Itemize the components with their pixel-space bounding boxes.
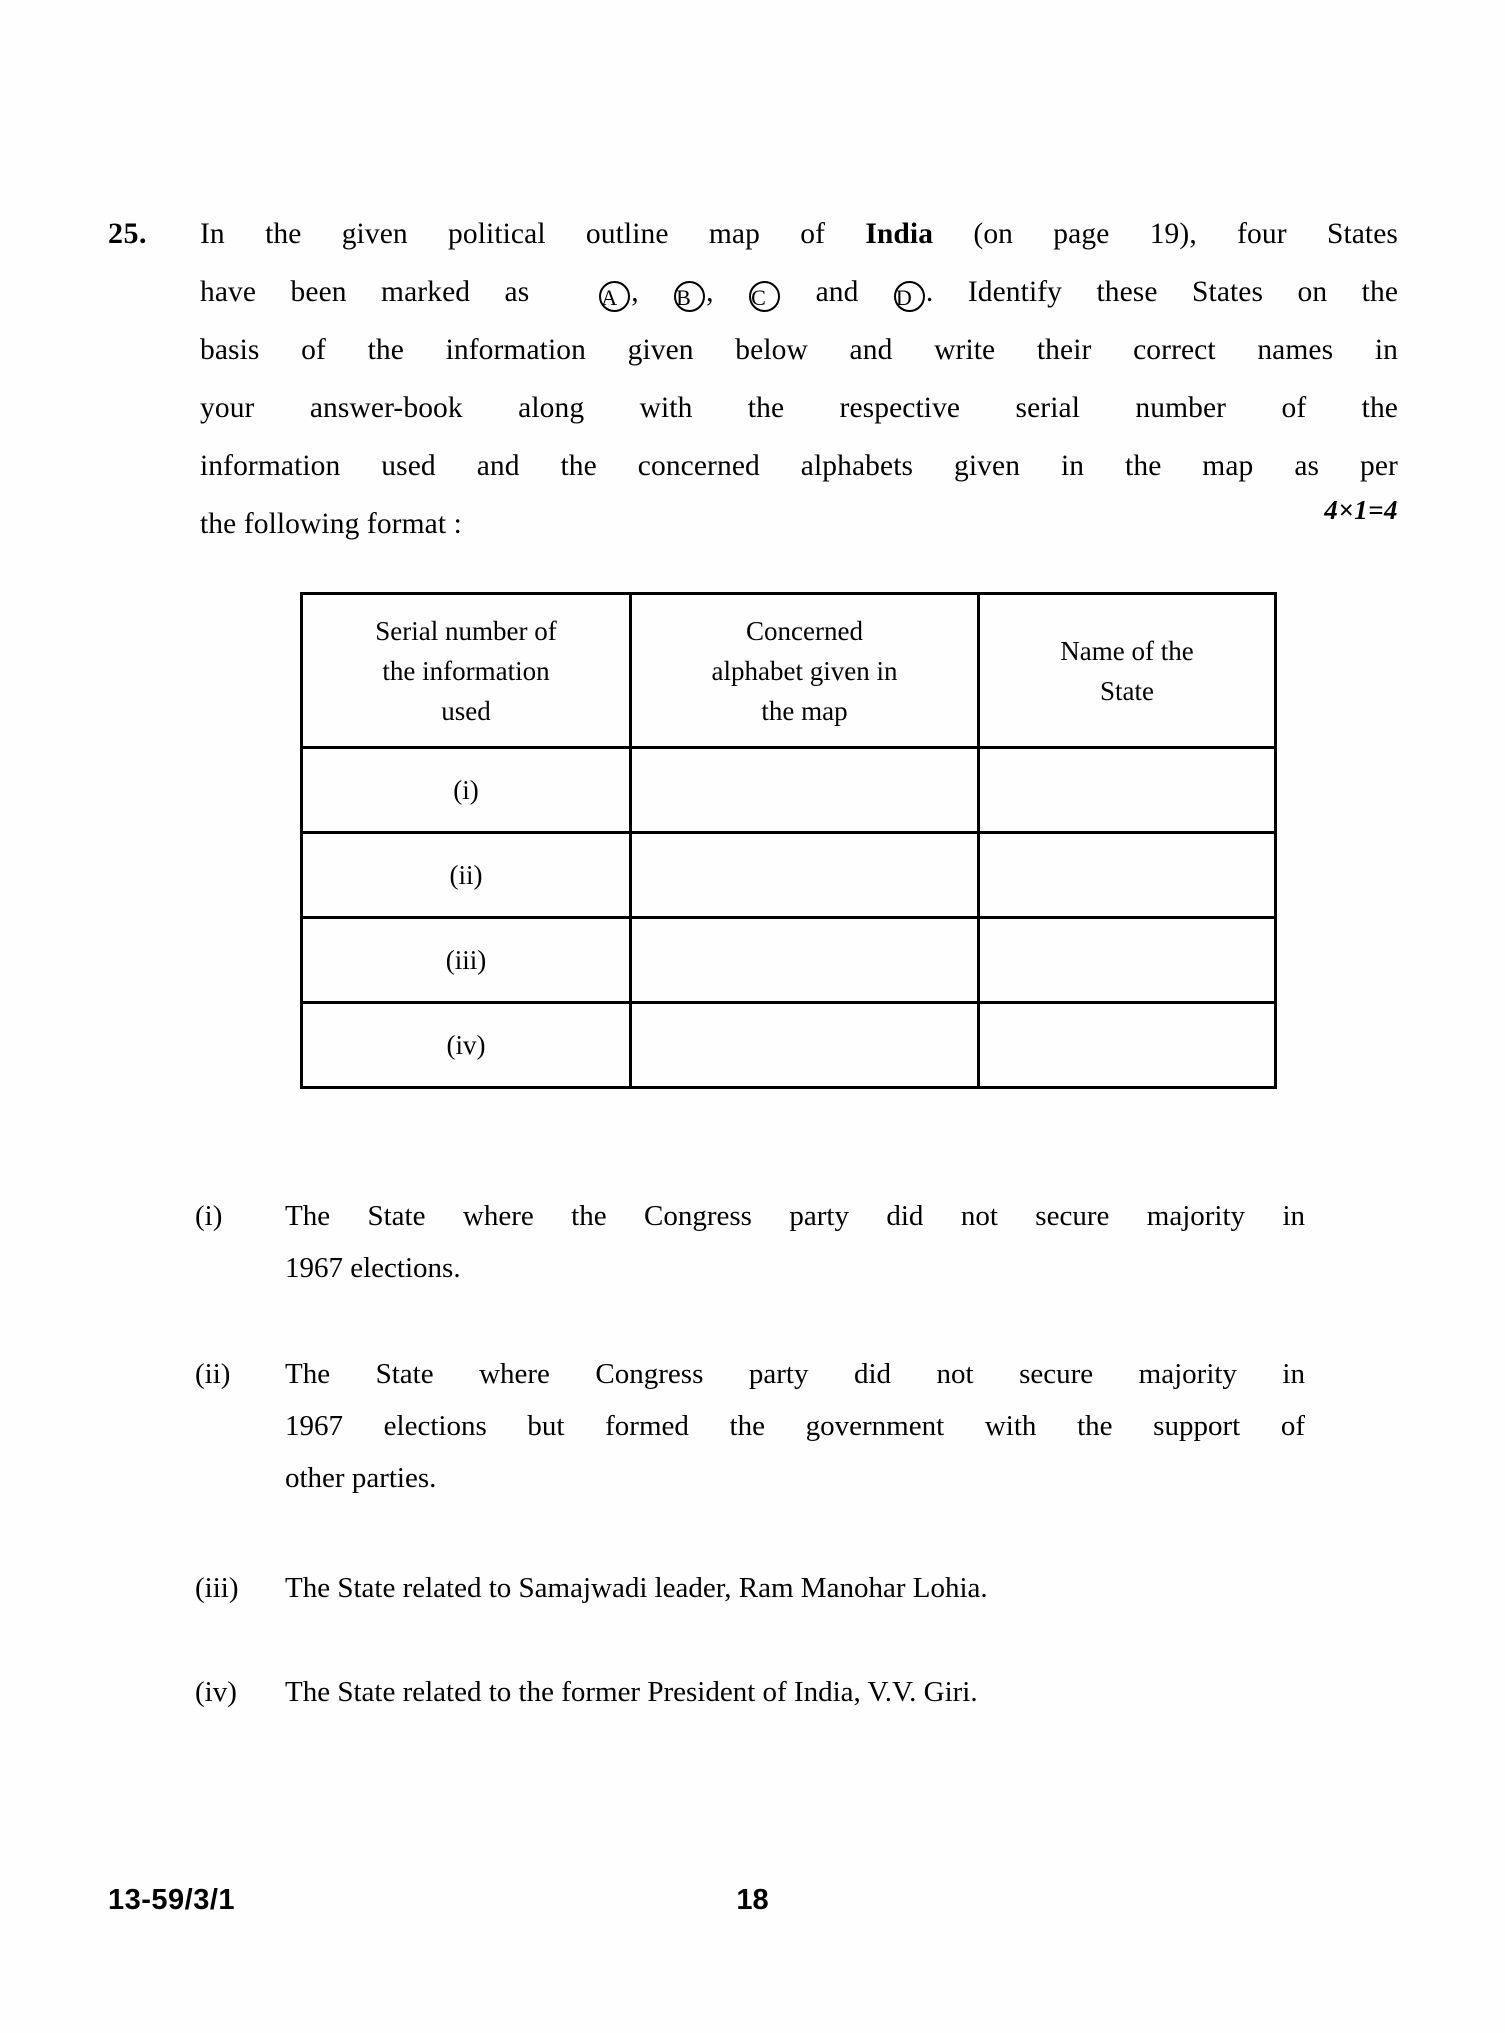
info-1-line-1: The State where the Congress party did not secure majority in bbox=[285, 1200, 1305, 1232]
column-header-state-line-2: State bbox=[1100, 675, 1154, 706]
list-item bbox=[195, 1190, 1305, 1294]
question-line-2-suffix: . Identify these States on the bbox=[925, 276, 1399, 308]
column-header-serial-number bbox=[302, 594, 631, 748]
question-line-1 bbox=[200, 205, 1398, 263]
cell-alphabet-1[interactable] bbox=[631, 748, 979, 833]
circled-letter-b-icon: B bbox=[674, 281, 705, 312]
question-line-1-bold-india: India bbox=[865, 218, 934, 250]
marks-allocation: 4×1=4 bbox=[1324, 495, 1398, 525]
question-number: 25. bbox=[108, 217, 147, 250]
info-2-line-2: 1967 elections but formed the government with the support of bbox=[285, 1410, 1305, 1442]
page-number: 18 bbox=[736, 1884, 769, 1916]
list-item bbox=[195, 1348, 1305, 1504]
question-line-5: information used and the concerned alphabets given in the map as per bbox=[200, 450, 1398, 482]
marker-separator-2: , bbox=[706, 276, 714, 308]
question-body bbox=[200, 205, 1398, 553]
column-header-alphabet-line-3: the map bbox=[761, 695, 848, 726]
cell-state-1[interactable] bbox=[979, 748, 1276, 833]
info-2-line-3: other parties. bbox=[285, 1462, 437, 1494]
column-header-serial-line-3: used bbox=[441, 695, 491, 726]
cell-alphabet-4[interactable] bbox=[631, 1003, 979, 1088]
list-item-marker-i: (i) bbox=[195, 1200, 223, 1232]
list-item-content-iii bbox=[285, 1562, 1305, 1614]
column-header-serial-line-2: the information bbox=[382, 655, 550, 686]
list-item-content-iv bbox=[285, 1666, 1305, 1718]
column-header-serial-line-1: Serial number of bbox=[375, 615, 557, 646]
cell-state-4[interactable] bbox=[979, 1003, 1276, 1088]
list-item-marker-iii: (iii) bbox=[195, 1572, 239, 1604]
list-item bbox=[195, 1666, 1305, 1718]
cell-alphabet-2[interactable] bbox=[631, 833, 979, 918]
table-row bbox=[302, 1003, 1276, 1088]
info-1-line-2: 1967 elections. bbox=[285, 1252, 461, 1284]
list-item-content-ii bbox=[285, 1348, 1305, 1504]
info-3-line-1: The State related to Samajwadi leader, Ram Manohar Lohia. bbox=[285, 1572, 988, 1604]
column-header-concerned-alphabet bbox=[631, 594, 979, 748]
table-row bbox=[302, 748, 1276, 833]
cell-serial-4: (iv) bbox=[302, 1003, 631, 1088]
table-header-row bbox=[302, 594, 1276, 748]
question-line-6: the following format : bbox=[200, 508, 462, 540]
cell-state-3[interactable] bbox=[979, 918, 1276, 1003]
question-line-2 bbox=[200, 263, 1398, 321]
paper-code: 13-59/3/1 bbox=[108, 1884, 236, 1916]
cell-state-2[interactable] bbox=[979, 833, 1276, 918]
marker-separator-1: , bbox=[631, 276, 639, 308]
information-list bbox=[195, 1190, 1305, 1718]
column-header-alphabet-line-2: alphabet given in bbox=[711, 655, 898, 686]
cell-serial-2: (ii) bbox=[302, 833, 631, 918]
question-line-1-prefix: In the given political outline map of bbox=[200, 218, 826, 250]
cell-serial-3: (iii) bbox=[302, 918, 631, 1003]
cell-alphabet-3[interactable] bbox=[631, 918, 979, 1003]
column-header-state-line-1: Name of the bbox=[1060, 635, 1194, 666]
question-line-1-suffix: (on page 19), four States bbox=[973, 218, 1399, 250]
page-footer bbox=[0, 1884, 1505, 1934]
list-item bbox=[195, 1562, 1305, 1614]
question-line-4: your answer-book along with the respective serial number of the bbox=[200, 392, 1398, 424]
table-row bbox=[302, 833, 1276, 918]
question-line-2-prefix: have been marked as bbox=[200, 276, 530, 308]
circled-letter-c-icon: C bbox=[749, 281, 780, 312]
question-line-3: basis of the information given below and write their correct names in bbox=[200, 334, 1398, 366]
circled-letter-d-icon: D bbox=[894, 281, 925, 312]
marker-conjunction: and bbox=[815, 276, 859, 308]
table-row bbox=[302, 918, 1276, 1003]
cell-serial-1: (i) bbox=[302, 748, 631, 833]
column-header-alphabet-line-1: Concerned bbox=[746, 615, 863, 646]
info-4-line-1: The State related to the former President of India, V.V. Giri. bbox=[285, 1676, 978, 1708]
column-header-state-name bbox=[979, 594, 1276, 748]
info-2-line-1: The State where Congress party did not secure majority in bbox=[285, 1358, 1305, 1390]
list-item-marker-ii: (ii) bbox=[195, 1358, 231, 1390]
circled-letter-a-icon: A bbox=[599, 281, 630, 312]
question-block bbox=[108, 205, 1398, 553]
list-item-marker-iv: (iv) bbox=[195, 1676, 237, 1708]
answer-format-table bbox=[300, 592, 1277, 1089]
list-item-content-i bbox=[285, 1190, 1305, 1294]
